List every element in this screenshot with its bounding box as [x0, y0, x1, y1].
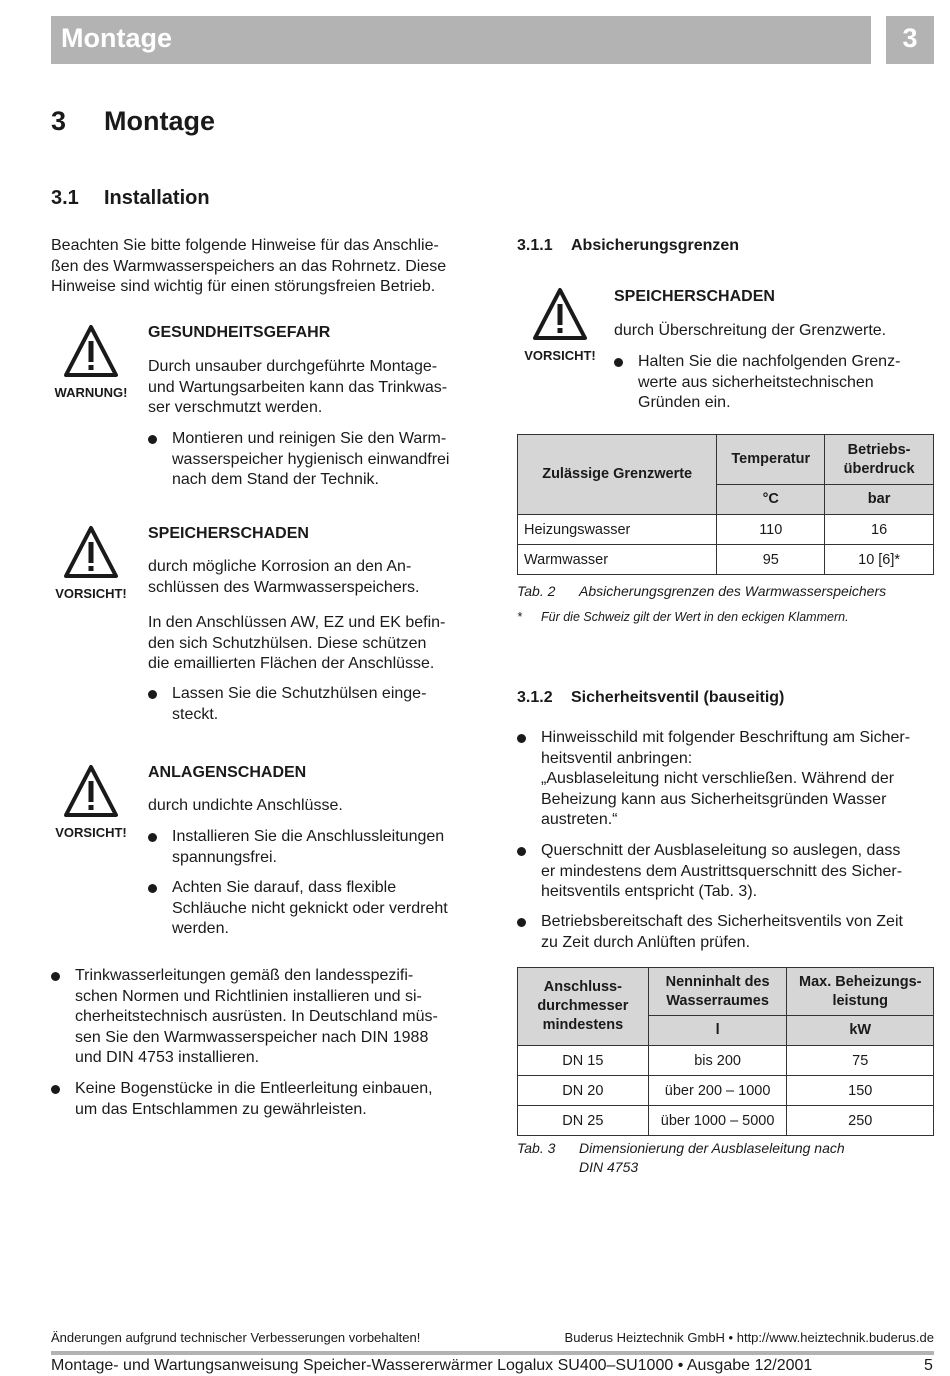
notice-text-system: durch undichte Anschlüsse. — [148, 797, 343, 814]
section-title: Installation — [104, 187, 210, 209]
table-cell: 110 — [717, 515, 825, 545]
table-cell: DN 15 — [518, 1046, 649, 1076]
table-cell: 95 — [717, 545, 825, 575]
table-cell: DN 25 — [518, 1106, 649, 1136]
caution-label: VORSICHT! — [55, 825, 127, 840]
table-header-cell: Max. Beheizungs- leistung — [787, 968, 934, 1016]
notice-text-storage: durch mögliche Korrosion an den An- schlüssen des Warmwasserspeichers. — [148, 558, 420, 596]
chapter-title: Montage — [104, 106, 215, 136]
notice-heading-limits: SPEICHERSCHADEN — [614, 288, 775, 305]
notice-bullet-hoses: Achten Sie darauf, dass flexible Schläuche nicht geknickt oder verdreht werden. — [172, 878, 472, 940]
table-cell: DN 20 — [518, 1076, 649, 1106]
valve-table — [517, 967, 934, 1136]
warning-triangle-icon — [62, 524, 120, 582]
header-chapter-number: 3 — [902, 23, 918, 53]
footer-company: Buderus Heiztechnik GmbH • http://www.heiztechnik.buderus.de — [564, 1330, 934, 1345]
table-cell: Heizungswasser — [518, 515, 717, 545]
caption-text: Dimensionierung der Ausblaseleitung nach DIN 4753 — [579, 1140, 845, 1175]
subsection-heading-valve — [517, 689, 784, 707]
table-cell: Warmwasser — [518, 545, 717, 575]
notice-heading-storage: SPEICHERSCHADEN — [148, 525, 309, 542]
caption-number: Tab. 3 — [517, 1140, 556, 1156]
table-caption-2 — [517, 582, 937, 601]
table-cell: 150 — [787, 1076, 934, 1106]
caution-label: VORSICHT! — [524, 348, 596, 363]
table-header-cell: Nenninhalt des Wasserraumes — [648, 968, 787, 1016]
table-unit-cell: °C — [717, 485, 825, 515]
table-header-cell: Zulässige Grenzwerte — [518, 435, 717, 515]
header-chapter-box — [886, 16, 934, 64]
table-unit-cell: kW — [787, 1016, 934, 1046]
table-header-cell: Anschluss- durchmesser mindestens — [518, 968, 649, 1046]
table-cell: 250 — [787, 1106, 934, 1136]
warning-triangle-icon — [62, 763, 120, 821]
caption-number: Tab. 2 — [517, 583, 556, 599]
table-footnote — [517, 610, 849, 624]
table-unit-cell: bar — [825, 485, 934, 515]
caption-text: Absicherungsgrenzen des Warmwasserspeichers — [579, 583, 887, 599]
notice-bullet-connections: Installieren Sie die Anschlussleitungen spannungsfrei. — [172, 827, 472, 868]
notice-text-health: Durch unsauber durchgeführte Montage- und Wartungsarbeiten kann das Trinkwas- ser verschmutzt werden. — [148, 358, 448, 416]
section-number: 3.1 — [51, 187, 79, 209]
section-heading — [51, 187, 210, 210]
table-cell: bis 200 — [648, 1046, 787, 1076]
table-row — [518, 1106, 934, 1136]
list-item: Querschnitt der Ausblaseleitung so auslegen, dass er mindestens dem Austrittsquerschnitt des Sicher- heitsventils entspricht (Tab. 3). — [541, 841, 936, 903]
subsection-number: 3.1.1 — [517, 237, 553, 254]
limits-table — [517, 434, 934, 575]
list-item: Betriebsbereitschaft des Sicherheitsventils von Zeit zu Zeit durch Anlüften prüfen. — [541, 912, 936, 953]
subsection-number: 3.1.2 — [517, 689, 553, 706]
warning-notice-icon-block — [46, 323, 136, 400]
table-row — [518, 1076, 934, 1106]
table-row — [518, 1046, 934, 1076]
subsection-title: Sicherheitsventil (bauseitig) — [571, 689, 785, 706]
subsection-heading-limits — [517, 237, 739, 255]
warning-triangle-icon — [531, 286, 589, 344]
footnote-mark: * — [517, 610, 522, 624]
table-row — [518, 545, 934, 575]
warning-triangle-icon — [62, 323, 120, 381]
footer-document-title: Montage- und Wartungsanweisung Speicher-Wassererwärmer Logalux SU400–SU1000 • Ausgabe 12/2001 — [51, 1357, 813, 1374]
notice-heading-system: ANLAGENSCHADEN — [148, 764, 307, 781]
warning-label: WARNUNG! — [54, 385, 128, 400]
list-item: Trinkwasserleitungen gemäß den landesspezifi- schen Normen und Richtlinien installieren und si- cherheitstechnisch ausrüsten. In Deutschland müs- sen Sie den Warmwasserspeicher nach DIN 1988 und DIN 4753 installieren. — [75, 966, 475, 1069]
chapter-number: 3 — [51, 106, 67, 136]
footnote-text: Für die Schweiz gilt der Wert in den eckigen Klammern. — [541, 610, 849, 624]
intro-paragraph: Beachten Sie bitte folgende Hinweise für das Anschlie- ßen des Warmwasserspeichers an das Rohrnetz. Diese Hinweise sind wichtig für einen störungsfreien Betrieb. — [51, 237, 447, 295]
table-cell: 10 [6]* — [825, 545, 934, 575]
notice-heading-health: GESUNDHEITSGEFAHR — [148, 324, 331, 341]
table-unit-cell: l — [648, 1016, 787, 1046]
notice-bullet-limits: Halten Sie die nachfolgenden Grenz- werte aus sicherheitstechnischen Gründen ein. — [638, 352, 938, 414]
notice-text-limits: durch Überschreitung der Grenzwerte. — [614, 322, 887, 339]
notice-bullet-health: Montieren und reinigen Sie den Warm- wasserspeicher hygienisch einwandfrei nach dem Stand der Technik. — [172, 429, 472, 491]
header-title: Montage — [61, 23, 172, 53]
chapter-heading — [51, 106, 215, 137]
table-row — [518, 515, 934, 545]
table-caption-3 — [517, 1139, 937, 1176]
table-cell: 16 — [825, 515, 934, 545]
footer-disclaimer: Änderungen aufgrund technischer Verbesserungen vorbehalten! — [51, 1330, 421, 1345]
caution-notice-icon-block — [46, 524, 136, 601]
table-cell: über 1000 – 5000 — [648, 1106, 787, 1136]
table-cell: 75 — [787, 1046, 934, 1076]
table-header-cell: Temperatur — [717, 435, 825, 485]
notice-bullet-sleeves: Lassen Sie die Schutzhülsen einge- steckt. — [172, 684, 472, 725]
page-number: 5 — [924, 1357, 933, 1374]
caution-label: VORSICHT! — [55, 586, 127, 601]
notice-text-sleeves: In den Anschlüssen AW, EZ und EK befin- den sich Schutzhülsen. Diese schützen die emaillierten Flächen der Anschlüsse. — [148, 614, 446, 672]
caution-notice-icon-block — [46, 763, 136, 840]
table-header-cell: Betriebs- überdruck — [825, 435, 934, 485]
header-bar — [51, 16, 871, 64]
caution-notice-icon-block — [515, 286, 605, 363]
table-cell: über 200 – 1000 — [648, 1076, 787, 1106]
subsection-title: Absicherungsgrenzen — [571, 237, 740, 254]
list-item: Keine Bogenstücke in die Entleerleitung einbauen, um das Entschlammen zu gewährleisten. — [75, 1079, 475, 1120]
list-item: Hinweisschild mit folgender Beschriftung am Sicher- heitsventil anbringen: „Ausblaseleitung nicht verschließen. Während der Beheizung kann aus Sicherheitsgründen Wasser austreten.“ — [541, 728, 936, 831]
footer-rule — [51, 1351, 934, 1355]
